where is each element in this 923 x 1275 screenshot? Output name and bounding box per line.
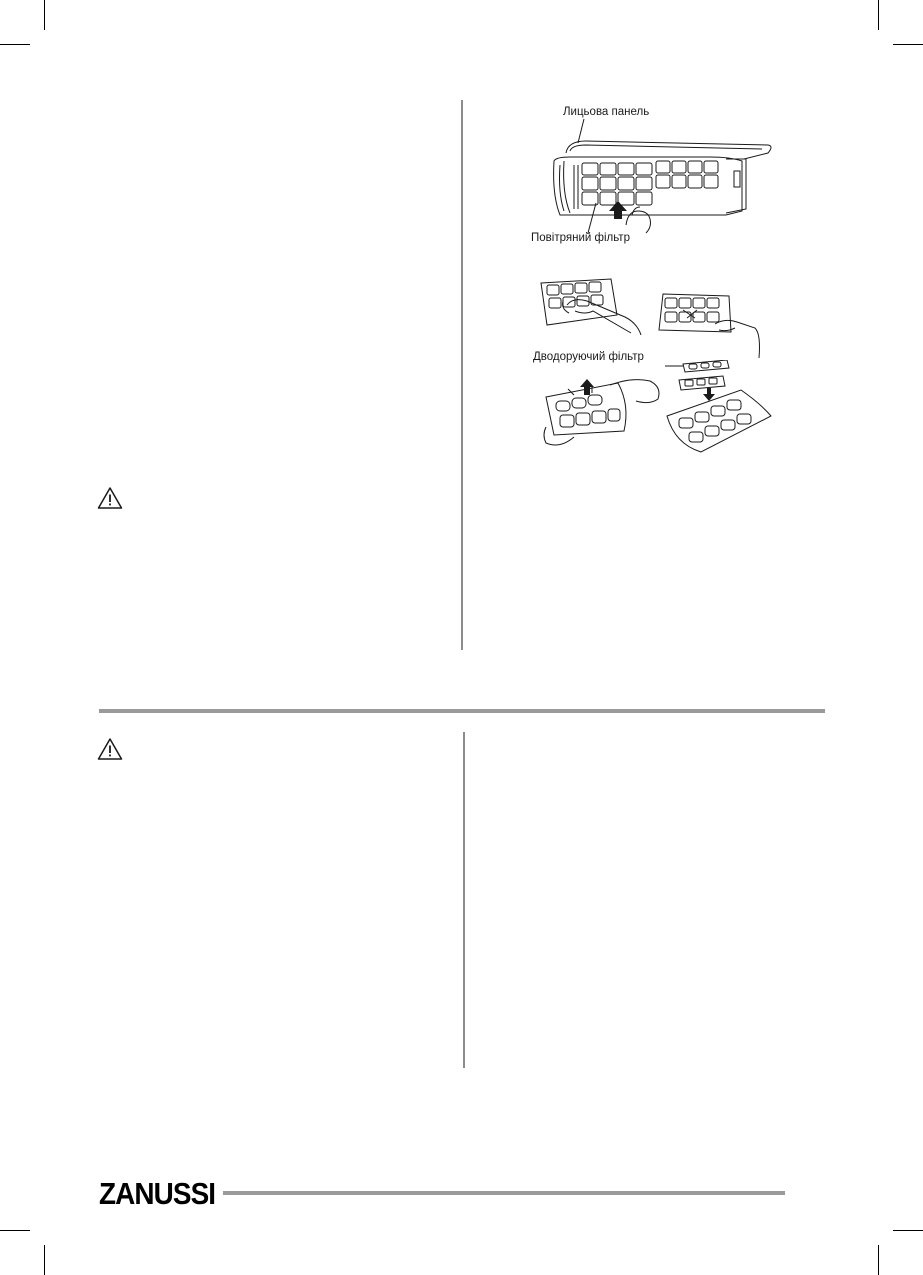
- column-divider-top: [461, 100, 463, 650]
- air-filter-label: Повітряний фільтр: [531, 232, 630, 244]
- warning-triangle-icon: [97, 737, 123, 761]
- crop-mark-bottom-right-h: [893, 1230, 923, 1231]
- filter-cleaning-illustration-2: [655, 288, 767, 368]
- crop-mark-bottom-right-v: [878, 1245, 879, 1275]
- section-separator: [99, 709, 825, 713]
- deodorizing-filter-illustration-1: [540, 375, 665, 450]
- deodorizing-filter-label: Дводоруючий фільтр: [533, 351, 644, 363]
- deodorizing-filter-illustration-2: [665, 360, 780, 455]
- air-conditioner-illustration: [530, 115, 780, 240]
- brand-logo: ZANUSSI: [99, 1176, 216, 1211]
- crop-mark-bottom-left-v: [44, 1245, 45, 1275]
- crop-mark-bottom-left-h: [0, 1230, 30, 1231]
- crop-mark-top-left-h: [0, 44, 30, 45]
- crop-mark-top-left-v: [44, 0, 45, 30]
- crop-mark-top-right-h: [893, 44, 923, 45]
- warning-triangle-icon: [97, 486, 123, 510]
- column-divider-bottom: [463, 732, 465, 1068]
- front-panel-label: Лицьова панель: [563, 106, 650, 118]
- footer-rule: [223, 1191, 785, 1195]
- filter-cleaning-illustration-1: [533, 275, 643, 355]
- crop-mark-top-right-v: [878, 0, 879, 30]
